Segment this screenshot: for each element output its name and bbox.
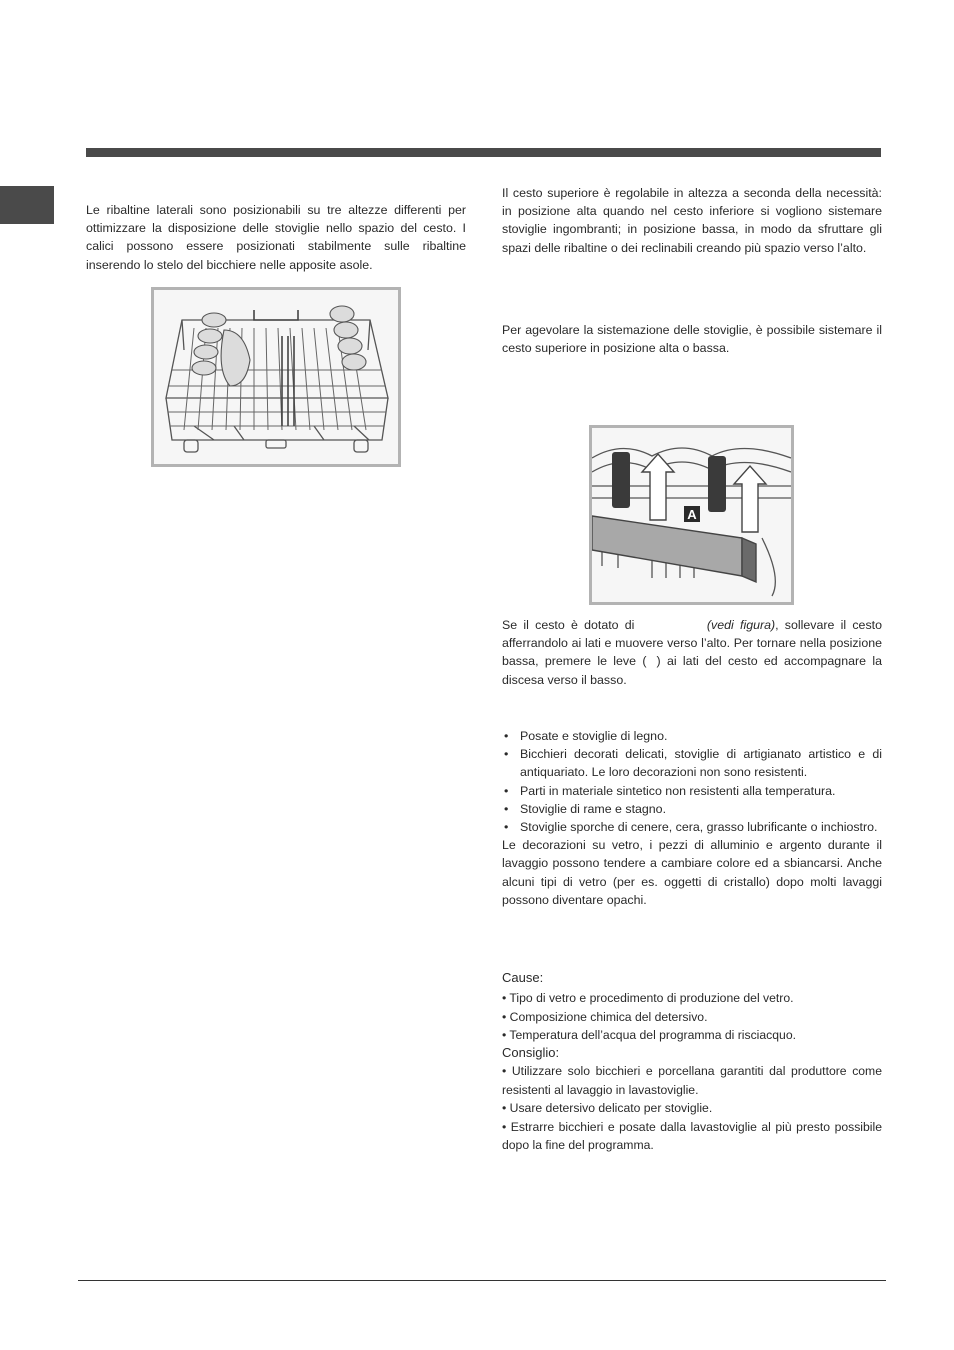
list-item: • Estrarre bicchieri e posate dalla lavastoviglie al più presto possibile dopo la fine del programma. [502,1119,882,1153]
list-item: • Stoviglie di rame e stagno. [502,800,882,818]
list-item: • Bicchieri decorati delicati, stoviglie di artigianato artistico e di antiquariato. Le loro decorazioni non sono resistenti. [502,745,882,781]
lift-text-3: ) ai lati del cesto ed accompagnare la discesa verso il basso. [502,654,882,687]
lift-text-see-figure: (vedi figura) [706,618,776,632]
upper-basket-paragraph: Il cesto superiore è regolabile in altezza a seconda della necessità: in posizione alta quando nel cesto inferiore si vogliono sistemare stoviglie ingombranti; in posizione bassa, in modo da sfruttare gli spazi delle ribaltine o dei reclinabili creando più spazio verso l’alto. [502,186,882,255]
items-to-avoid-list [502,727,882,909]
header-bar [86,148,881,157]
language-tab [0,186,54,224]
lever-label-a: A [687,507,697,522]
lift-text-2: , sollevare il cesto afferrandolo ai lati e muovere verso l’alto. Per tornare nella posizione bassa, premere le leve ( [502,618,882,669]
avoid-note: Le decorazioni su vetro, i pezzi di alluminio e argento durante il lavaggio possono tendere a cambiare colore ed a sbiancarsi. Anche alcuni tipi di vetro (per es. oggetti di cristallo) dopo molti lavaggi possono diventare opachi. [502,838,882,907]
cause-label: Cause: [502,970,544,985]
side-racks-paragraph: Le ribaltine laterali sono posizionabili su tre altezze differenti per ottimizzare la disposizione delle stoviglie nello spazio del cesto. I calici possono essere posizionati stabilmente sulle ribaltine inserendo lo stelo del bicchiere nelle apposite asole. [86,203,466,272]
list-item: • Temperatura dell’acqua del programma di risciacquo. [502,1028,796,1043]
basket-position-paragraph: Per agevolare la sistemazione delle stoviglie, è possibile sistemare il cesto superiore in posizione alta o bassa. [502,323,882,356]
list-item: • Stoviglie sporche di cenere, cera, grasso lubrificante o inchiostro. [502,818,882,836]
basket-illustration [151,287,401,467]
list-item: • Posate e stoviglie di legno. [502,727,882,745]
lift-text-1: Se il cesto è dotato di [502,618,635,632]
list-item: • Utilizzare solo bicchieri e porcellana garantiti dal produttore come resistenti al lavaggio in lavastoviglie. [502,1064,882,1097]
basket-lift-illustration [589,425,794,605]
list-item: • Tipo di vetro e procedimento di produzione del vetro. [502,991,794,1005]
lift-instructions-paragraph [502,616,882,689]
list-item: • Parti in materiale sintetico non resistenti alla temperatura. [502,782,882,800]
basket-drawing [154,290,398,464]
footer-rule [78,1280,886,1281]
list-item: • Composizione chimica del detersivo. [502,1009,708,1024]
causes-list [502,989,882,1045]
list-item: • Usare detersivo delicato per stoviglie. [502,1101,713,1116]
basket-lift-drawing [592,428,791,602]
advice-list [502,1062,882,1155]
advice-label: Consiglio: [502,1045,560,1060]
